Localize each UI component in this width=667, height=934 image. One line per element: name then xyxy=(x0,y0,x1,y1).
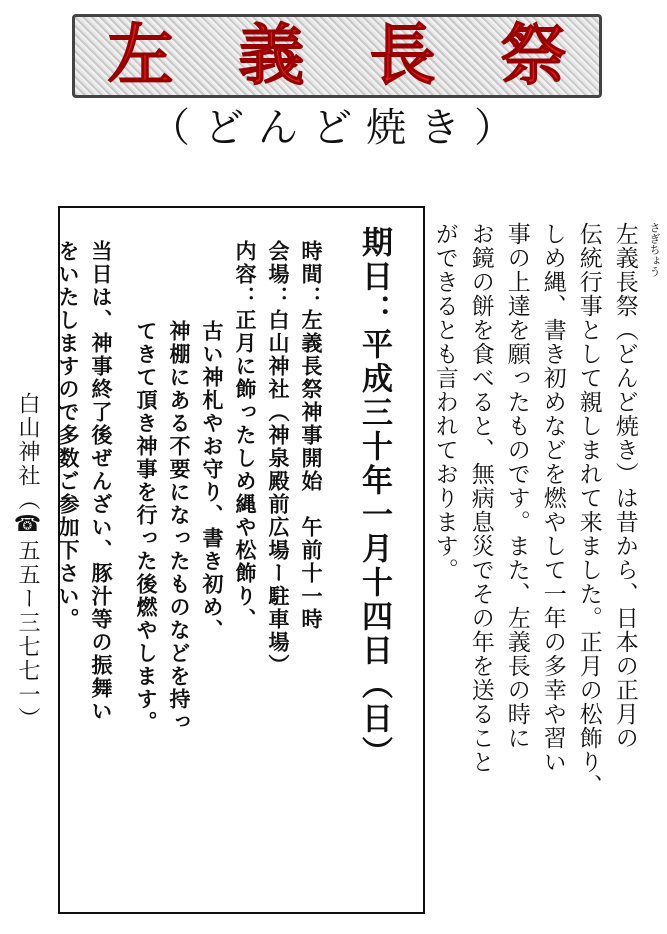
event-content-3: 神棚にある不要になったものなどを持っ xyxy=(167,320,191,734)
paragraph-line-1: 左義長祭（どんど焼き）は昔から、日本の正月の xyxy=(611,222,638,750)
event-content-2: 古い神札やお守り、書き初め、 xyxy=(200,320,224,642)
title-char-4: 祭 xyxy=(500,17,567,94)
day-note-2: をいたしますので多数ご参加下さい。 xyxy=(56,240,80,631)
title-char-3: 長 xyxy=(369,17,436,94)
event-content-4: てきて頂き神事を行った後燃やします。 xyxy=(134,320,158,734)
day-note-1: 当日は、神事終了後ぜんざい、豚汁等の振舞い xyxy=(89,240,113,723)
ruby-reading: さぎちょう xyxy=(648,222,661,277)
paragraph-line-6: ができるとも言われております。 xyxy=(431,222,458,582)
title-char-1: 左 xyxy=(107,17,174,94)
paragraph-line-5: お鏡の餅を食べると、無病息災でその年を送ること xyxy=(467,222,494,774)
title-banner xyxy=(72,14,602,98)
paragraph-line-4: 事の上達を願ったものです。また、左義長の時に xyxy=(503,222,530,750)
title-char-2: 義 xyxy=(238,17,305,94)
event-content-1: 内容：正月に飾ったしめ縄や松飾り、 xyxy=(233,240,257,631)
paragraph-line-2: 伝統行事として親しまれて来ました。正月の松飾り、 xyxy=(575,222,602,798)
paragraph-line-3: しめ縄、書き初めなどを燃やして一年の多幸や習い xyxy=(539,222,566,774)
event-date: 期日：平成三十年一月十四日（日） xyxy=(356,226,392,770)
subtitle: （どんど焼き） xyxy=(150,105,528,151)
event-time: 時間：左義長祭神事開始 午前十一時 xyxy=(299,240,323,631)
shrine-contact: 白山神社（☎五五ー三七七一） xyxy=(15,392,40,731)
event-venue: 会場：白山神社（神泉殿前広場ー駐車場） xyxy=(266,240,290,677)
